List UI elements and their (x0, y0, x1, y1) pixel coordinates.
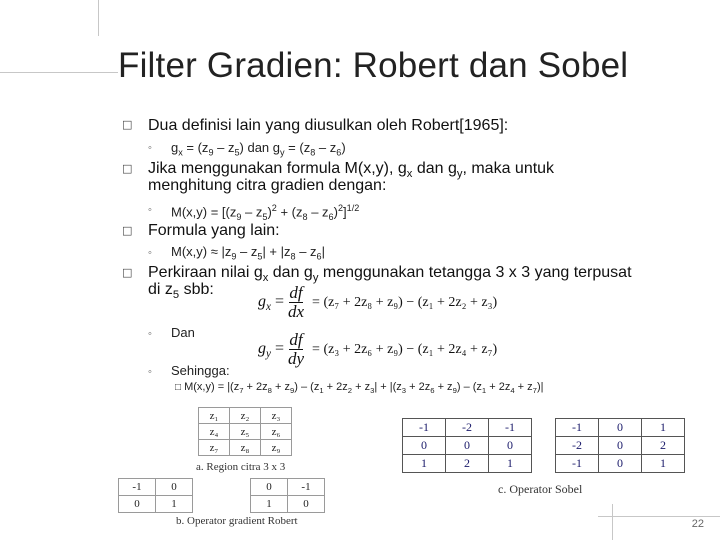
kernel-cell: 2 (642, 437, 685, 455)
dan-label: Dan (171, 325, 195, 340)
kernel-cell: -1 (119, 479, 156, 496)
sobel-magnitude-formula: □ $M(x,y) = |(z_7 + 2z_8 + z_9) - (z_1 + 2z_2 + z_3| + |(z_3 + 2z_6 + z_9) - (z_1 + 2z_4 + z_7)|$ (175, 381, 544, 396)
sub-bullet-marker: ◦ (148, 204, 152, 216)
kernel-cell: 0 (251, 479, 288, 496)
region-cell: z₁ (199, 408, 230, 424)
region-3x3-grid (198, 407, 292, 456)
robert-gx-gy-definition: $g_x = (z_9 - z_5)$ dan $g_y = (z_8 - z_6)$ (171, 140, 346, 158)
region-cell: z₅ (230, 424, 261, 440)
gx-formula: $g_x$ = $\frac{df}{dx}$ = (z₇ + 2z₈ + z₉) − (z₁ + 2z₂ + z₃) (258, 283, 498, 321)
kernel-cell: 2 (446, 455, 489, 473)
kernel-cell: 0 (446, 437, 489, 455)
kernel-cell: 1 (489, 455, 532, 473)
decor-top-line (98, 0, 99, 36)
kernel-cell: 0 (288, 496, 325, 513)
approx-magnitude-formula: $M(x,y) \approx |z_9 - z_5| + |z_8 - z_6|$ (171, 244, 325, 262)
region-cell: z₈ (230, 440, 261, 456)
region-cell: z₉ (261, 440, 292, 456)
page-number: 22 (691, 518, 704, 530)
bullet-gradient-formula-cont: menghitung citra gradien dengan: (148, 177, 387, 194)
sobel-caption: c. Operator Sobel (498, 482, 583, 496)
kernel-cell: -1 (556, 419, 599, 437)
kernel-cell: -1 (403, 419, 446, 437)
robert-left-kernel (118, 478, 193, 513)
decor-right-line (612, 504, 613, 540)
bullet-robert-definition: Dua definisi lain yang diusulkan oleh Robert[1965]: (148, 117, 509, 134)
kernel-cell: 0 (156, 479, 193, 496)
bullet-gradient-formula: Jika menggunakan formula M(x,y), $g_x$ dan $g_y$, maka untuk (148, 160, 555, 181)
bullet-marker: □ (122, 224, 133, 237)
sehingga-label: Sehingga: (171, 363, 230, 378)
bullet-other-formula: Formula yang lain: (148, 222, 280, 239)
gy-formula: $g_y$ = $\frac{df}{dy}$ = (z₃ + 2z₆ + z₉) − (z₁ + 2z₄ + z₇) (258, 330, 498, 368)
bullet-estimate: Perkiraan nilai $g_x$ dan $g_y$ menggunakan tetangga 3 x 3 yang terpusat (148, 264, 632, 285)
robert-caption: b. Operator gradient Robert (176, 515, 298, 527)
decor-bottom-line (598, 516, 720, 517)
sobel-right-kernel (555, 418, 685, 473)
kernel-cell: 0 (599, 419, 642, 437)
kernel-cell: -2 (446, 419, 489, 437)
kernel-cell: 1 (156, 496, 193, 513)
kernel-cell: 0 (119, 496, 156, 513)
robert-right-kernel (250, 478, 325, 513)
kernel-cell: -2 (556, 437, 599, 455)
kernel-cell: 1 (251, 496, 288, 513)
sub-bullet-marker: ◦ (148, 366, 152, 378)
kernel-cell: -1 (288, 479, 325, 496)
region-cell: z₂ (230, 408, 261, 424)
sub-bullet-marker: ◦ (148, 247, 152, 259)
decor-left-line (0, 72, 118, 73)
magnitude-formula: $M(x,y) = [(z_9 - z_5)^2 + (z_8 - z_6)^2]^{1/2}$ (171, 203, 360, 222)
region-cell: z₃ (261, 408, 292, 424)
bullet-estimate-cont: di $z_5$ sbb: (148, 281, 214, 302)
region-cell: z₆ (261, 424, 292, 440)
kernel-cell: 1 (642, 455, 685, 473)
kernel-cell: 0 (599, 455, 642, 473)
kernel-cell: -1 (556, 455, 599, 473)
region-caption: a. Region citra 3 x 3 (196, 461, 286, 473)
kernel-cell: 0 (599, 437, 642, 455)
slide-title: Filter Gradien: Robert dan Sobel (118, 46, 629, 85)
bullet-marker: □ (122, 266, 133, 279)
region-cell: z₄ (199, 424, 230, 440)
kernel-cell: 1 (642, 419, 685, 437)
bullet-marker: □ (122, 118, 133, 131)
region-cell: z₇ (199, 440, 230, 456)
kernel-cell: -1 (489, 419, 532, 437)
bullet-marker: □ (122, 162, 133, 175)
sobel-left-kernel (402, 418, 532, 473)
kernel-cell: 0 (489, 437, 532, 455)
sub-bullet-marker: ◦ (148, 142, 152, 154)
sub-bullet-marker: ◦ (148, 328, 152, 340)
kernel-cell: 0 (403, 437, 446, 455)
kernel-cell: 1 (403, 455, 446, 473)
